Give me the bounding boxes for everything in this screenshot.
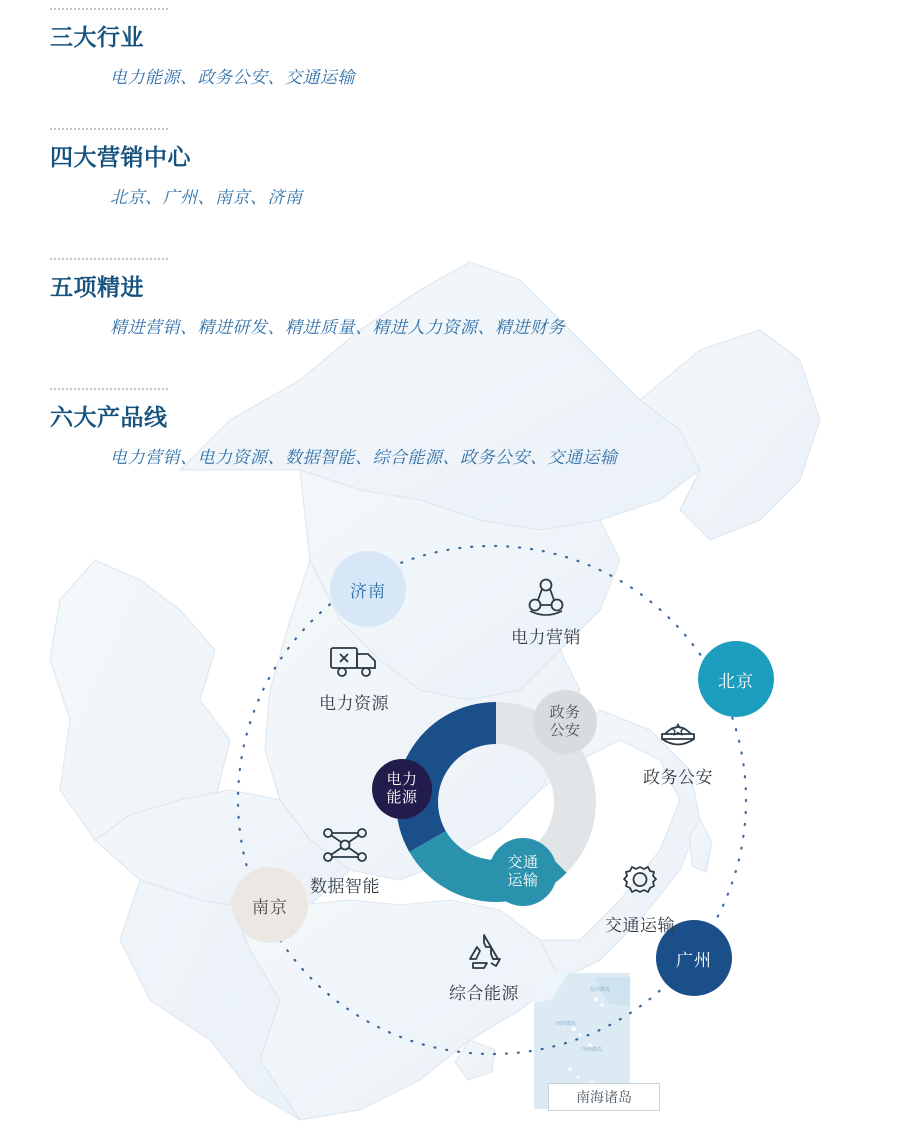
product-label: 电力营销	[511, 628, 581, 647]
city-label: 南京	[252, 897, 288, 917]
svg-text:东沙群岛: 东沙群岛	[590, 987, 611, 993]
product-item-data-intelligence[interactable]	[265, 823, 425, 897]
section-body: 电力能源、政务公安、交通运输	[110, 68, 355, 87]
section-body: 精进营销、精进研发、精进质量、精进人力资源、精进财务	[110, 318, 565, 337]
dotted-divider	[50, 8, 168, 10]
donut-label-line1: 电力	[386, 771, 418, 788]
gear-icon	[560, 862, 720, 908]
product-item-integrated-energy[interactable]	[404, 930, 564, 1004]
dotted-divider	[50, 128, 168, 130]
city-label: 北京	[718, 671, 754, 691]
section-title: 三大行业	[50, 24, 144, 50]
donut-label-power-energy	[372, 759, 432, 819]
donut-label-line1: 政务	[549, 704, 581, 721]
donut-label-transportation	[489, 838, 557, 906]
recycle-icon	[404, 930, 564, 976]
product-item-transportation[interactable]	[560, 862, 720, 936]
product-label: 交通运输	[605, 916, 675, 935]
product-item-power-marketing[interactable]	[466, 574, 626, 648]
section-block-product-lines	[0, 388, 618, 468]
data-graph-icon	[265, 823, 425, 869]
section-body: 北京、广州、南京、济南	[110, 188, 303, 207]
donut-label-line1: 交通	[507, 854, 539, 871]
city-bubble-jinan[interactable]	[330, 551, 406, 627]
product-item-government-police[interactable]	[598, 714, 758, 788]
truck-icon	[274, 640, 434, 686]
dotted-divider	[50, 258, 168, 260]
svg-text:中沙群岛: 中沙群岛	[582, 1047, 603, 1053]
network-nodes-icon	[466, 574, 626, 620]
city-label: 济南	[350, 581, 386, 601]
product-label: 数据智能	[310, 877, 380, 896]
donut-label-line2: 运输	[507, 872, 539, 889]
svg-text:西沙群岛: 西沙群岛	[556, 1021, 577, 1027]
section-block-marketing-centers	[0, 128, 303, 208]
section-title: 五项精进	[50, 274, 144, 300]
product-item-power-resources[interactable]	[274, 640, 434, 714]
section-block-industries	[0, 8, 355, 88]
section-title: 四大营销中心	[50, 144, 191, 170]
donut-label-line2: 公安	[549, 722, 581, 739]
section-title: 六大产品线	[50, 404, 168, 430]
product-label: 电力资源	[319, 694, 389, 713]
donut-label-government-police	[533, 690, 597, 754]
city-bubble-beijing[interactable]	[698, 641, 774, 717]
city-label: 广州	[676, 950, 712, 970]
section-body: 电力营销、电力资源、数据智能、综合能源、政务公安、交通运输	[110, 448, 618, 467]
section-block-improvements	[0, 258, 565, 338]
police-cap-icon	[598, 714, 758, 760]
south-sea-inset-caption: 南海诸岛	[548, 1083, 660, 1111]
product-label: 政务公安	[643, 768, 713, 787]
donut-label-line2: 能源	[386, 789, 418, 806]
product-label: 综合能源	[449, 984, 519, 1003]
dotted-divider	[50, 388, 168, 390]
